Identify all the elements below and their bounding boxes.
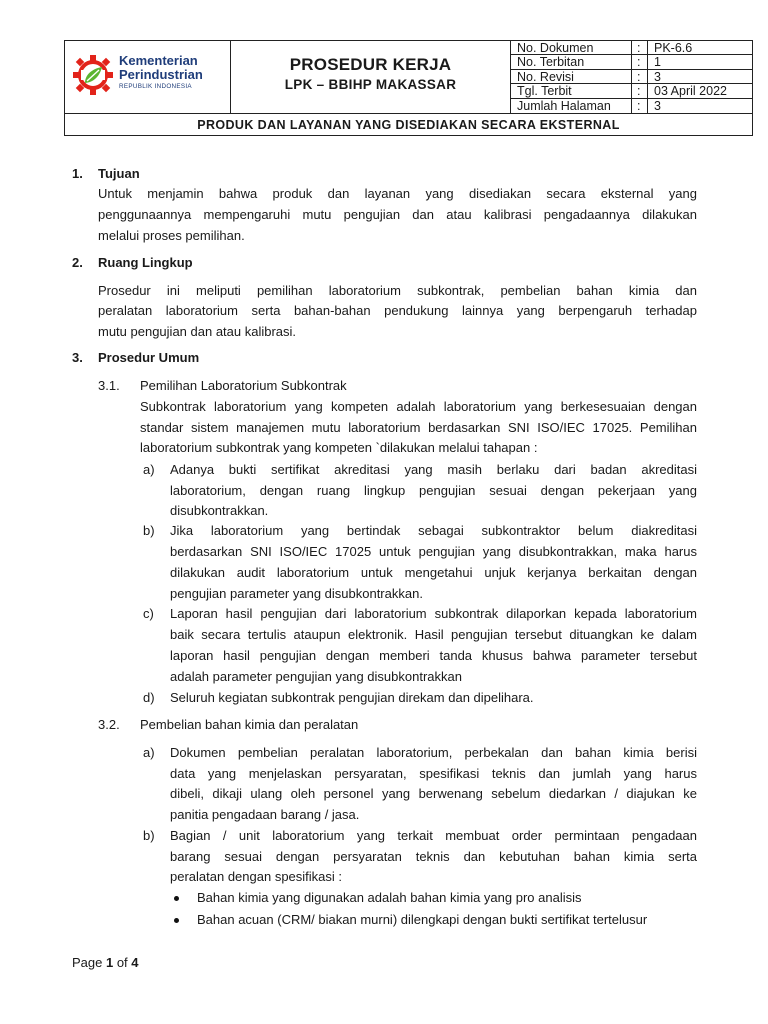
body-line: melalui proses pemilihan.: [98, 228, 245, 243]
bullet-item: Bahan acuan (CRM/ biakan murni) dilengkapi dengan bukti sertifikat tertelusur: [197, 912, 648, 927]
list-item-line: data yang menjelaskan persyaratan, spesifikasi teknis dan jumlah yang harus: [170, 766, 697, 781]
list-item-line: peralatan dengan spesifikasi :: [170, 869, 343, 884]
document-title: PRODUK DAN LAYANAN YANG DISEDIAKAN SECARA EKSTERNAL: [65, 113, 752, 136]
list-marker: b): [143, 523, 155, 538]
section-heading: Prosedur Umum: [98, 350, 200, 365]
meta-label: No. Dokumen: [517, 41, 594, 55]
bullet-icon: [174, 896, 179, 901]
list-item-line: berdasarkan SNI ISO/IEC 17025 untuk pengujian yang disubkontrakkan, maka harus: [170, 544, 697, 559]
subsection-number: 3.1.: [98, 378, 120, 393]
logo-line-1: Kementerian: [119, 53, 198, 68]
subsection-heading: Pembelian bahan kimia dan peralatan: [140, 717, 359, 732]
meta-row: [511, 84, 753, 98]
list-item-line: baik secara tertulis ataupun elektronik. Hasil pengujian tersebut dituangkan ke dalam: [170, 627, 697, 642]
meta-separator: :: [637, 55, 641, 70]
list-marker: d): [143, 690, 155, 705]
body-line: laboratorium subkontrak yang kompeten `dilakukan melalui tahapan :: [140, 440, 538, 455]
procedure-subtitle: LPK – BBIHP MAKASSAR: [284, 77, 457, 92]
meta-row: [511, 55, 753, 69]
list-item-line: laporan hasil pengujian dengan memberi tanda khusus bahwa parameter tersebut: [170, 648, 697, 663]
meta-row: [511, 70, 753, 84]
meta-value: 3: [654, 69, 661, 84]
meta-value: 3: [654, 98, 661, 113]
body-line: Subkontrak laboratorium yang kompeten adalah laboratorium yang berkesesuaian dengan: [140, 399, 697, 414]
list-marker: b): [143, 828, 155, 843]
procedure-title: PROSEDUR KERJA: [289, 55, 452, 74]
list-marker: c): [143, 606, 154, 621]
kemenperin-logo-icon: [71, 53, 115, 97]
list-marker: a): [143, 462, 155, 477]
list-item-line: Dokumen pembelian peralatan laboratorium, perbekalan dan bahan kimia berisi: [170, 745, 697, 760]
meta-label: No. Terbitan: [517, 55, 585, 70]
meta-separator: :: [637, 69, 641, 84]
list-item-line: adalah parameter pengujian yang disubkontrakkan: [170, 669, 462, 684]
section-number: 2.: [72, 255, 83, 270]
list-item-line: disubkontrakkan.: [170, 503, 269, 518]
body-line: standar sistem manajemen mutu laboratorium berdasarkan SNI ISO/IEC 17025. Pemilihan: [140, 420, 697, 435]
subsection-number: 3.2.: [98, 717, 120, 732]
list-item-line: Jika laboratorium yang bertindak sebagai subkontraktor belum diakreditasi: [170, 523, 697, 538]
list-item-line: panitia pengadaan barang / jasa.: [170, 807, 360, 822]
list-item-line: laboratorium, dengan ruang lingkup pengujian sesuai dengan pekerjaan yang: [170, 483, 697, 498]
document-meta: [511, 41, 753, 113]
list-item-line: Seluruh kegiatan subkontrak pengujian direkam dan dipelihara.: [170, 690, 534, 705]
meta-value: 1: [654, 55, 661, 70]
section-heading: Ruang Lingkup: [98, 255, 193, 270]
meta-row: [511, 99, 753, 113]
page-current: 1: [105, 955, 114, 970]
meta-value: 03 April 2022: [654, 84, 727, 99]
page-of: of: [113, 955, 132, 970]
page-total: 4: [131, 955, 139, 970]
page-prefix: Page: [72, 955, 106, 970]
body-line: penggunaannya mempengaruhi mutu pengujian dan atau kalibrasi pengadaannya dilakukan: [98, 207, 697, 222]
section-heading: Tujuan: [98, 166, 140, 181]
list-item-line: Laporan hasil pengujian dari laboratorium subkontrak dilaporkan kepada laboratorium: [170, 606, 697, 621]
body-line: peralatan laboratorium serta bahan-bahan pendukung lainnya yang berpengaruh terhadap: [98, 303, 697, 318]
meta-separator: :: [637, 84, 641, 99]
logo-cell: [65, 41, 231, 113]
subsection-heading: Pemilihan Laboratorium Subkontrak: [140, 378, 347, 393]
list-item-line: Adanya bukti sertifikat akreditasi yang masih berlaku dari badan akreditasi: [170, 462, 697, 477]
bullet-icon: [174, 918, 179, 923]
meta-row: [511, 41, 753, 55]
list-item-line: dilakukan audit laboratorium untuk mengetahui unjuk kerjanya berkaitan dengan: [170, 565, 697, 580]
page-footer: [72, 955, 139, 970]
body-line: mutu pengujian dan atau kalibrasi.: [98, 324, 297, 339]
logo-wordmark: [119, 54, 203, 91]
bullet-item: Bahan kimia yang digunakan adalah bahan kimia yang pro analisis: [197, 890, 582, 905]
body-line: Untuk menjamin bahwa produk dan layanan yang disediakan secara eksternal yang: [98, 186, 697, 201]
section-number: 1.: [72, 166, 83, 181]
list-item-line: barang sesuai dengan persyaratan teknis dan kebutuhan bahan kimia serta: [170, 849, 697, 864]
section-number: 3.: [72, 350, 83, 365]
meta-label: No. Revisi: [517, 69, 574, 84]
meta-value: PK-6.6: [654, 41, 693, 55]
list-item-line: Bagian / unit laboratorium yang terkait membuat order permintaan pengadaan: [170, 828, 697, 843]
list-item-line: pengujian parameter yang disubkontrakkan.: [170, 586, 423, 601]
meta-label: Jumlah Halaman: [517, 98, 611, 113]
document-header: [64, 40, 753, 136]
meta-label: Tgl. Terbit: [517, 84, 572, 99]
list-marker: a): [143, 745, 155, 760]
title-cell: [231, 41, 511, 113]
meta-separator: :: [637, 41, 641, 55]
list-item-line: dibeli, dikaji ulang oleh personel yang berwenang sebelum diedarkan / diajukan ke: [170, 786, 697, 801]
logo-line-2: Perindustrian: [119, 67, 203, 82]
logo-line-3: REPUBLIK INDONESIA: [119, 83, 192, 90]
meta-separator: :: [637, 98, 641, 113]
body-line: Prosedur ini meliputi pemilihan laboratorium subkontrak, pembelian bahan kimia dan: [98, 283, 697, 298]
